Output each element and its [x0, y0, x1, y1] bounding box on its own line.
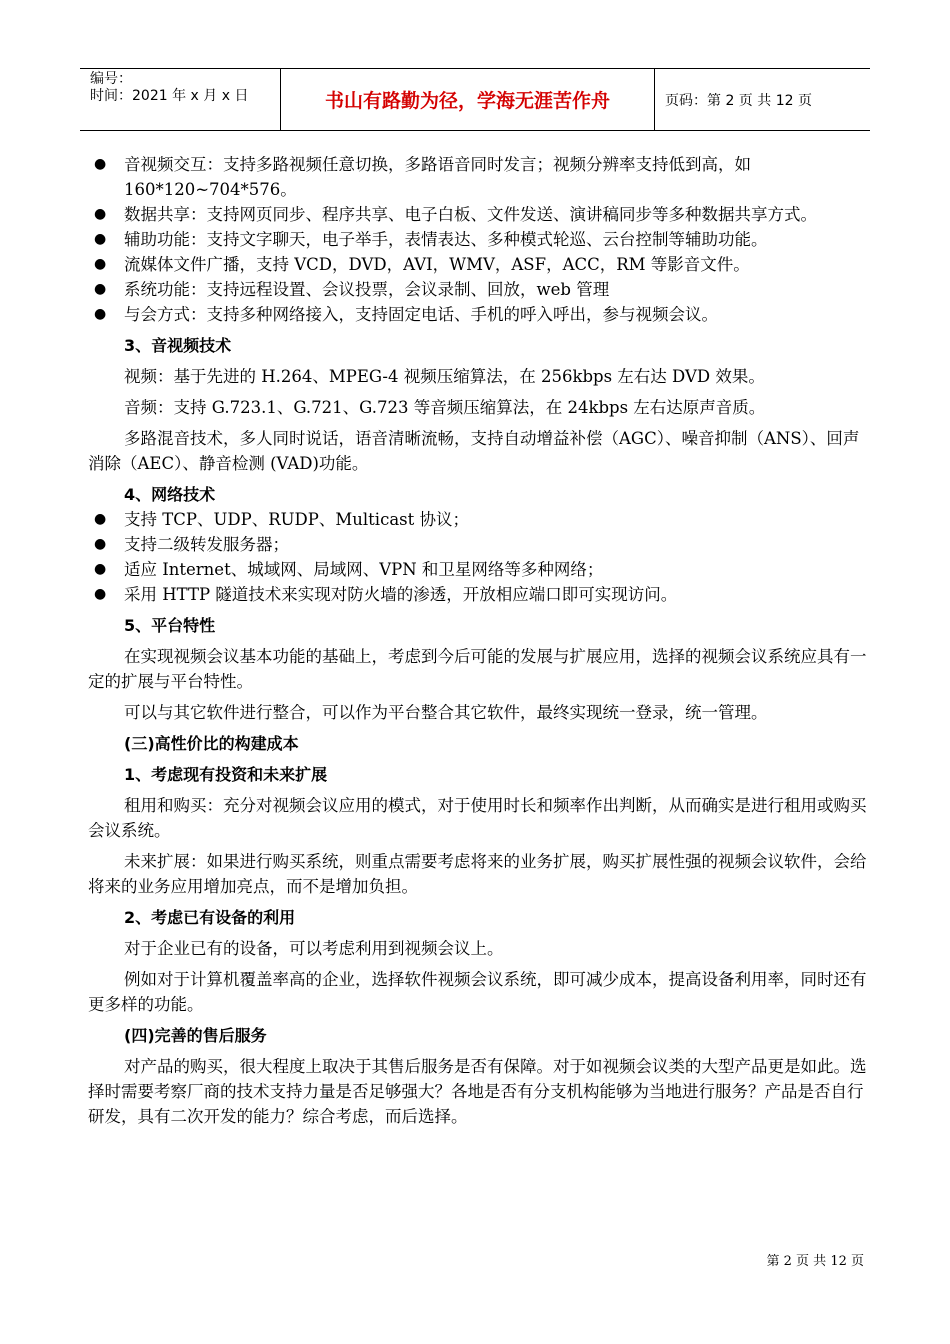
paragraph: 例如对于计算机覆盖率高的企业，选择软件视频会议系统，即可减少成本，提高设备利用率，同时还有更多样的功能。 [88, 970, 867, 1014]
bullet-icon: ● [94, 206, 107, 222]
paragraph: 租用和购买：充分对视频会议应用的模式，对于使用时长和频率作出判断，从而确实是进行租用或购买会议系统。 [88, 796, 867, 840]
bullet-icon: ● [94, 561, 107, 577]
list-item: ● 数据共享：支持网页同步、程序共享、电子白板、文件发送、演讲稿同步等多种数据共享方式。 [88, 202, 868, 227]
header-motto: 书山有路勤为径，学海无涯苦作舟 [281, 69, 655, 130]
list-item: ● 流媒体文件广播，支持 VCD，DVD，AVI，WMV，ASF，ACC，RM 等影音文件。 [88, 252, 868, 277]
bullet-icon: ● [94, 256, 107, 272]
page-footer: 第 2 页 共 12 页 [766, 1254, 864, 1269]
bullet-icon: ● [94, 536, 107, 552]
list-item: ● 辅助功能：支持文字聊天，电子举手，表情表达、多种模式轮巡、云台控制等辅助功能。 [88, 227, 868, 252]
page-header [80, 68, 870, 131]
number-label: 编号： [90, 71, 132, 87]
paragraph: 视频：基于先进的 H.264、MPEG-4 视频压缩算法，在 256kbps 左右达 DVD 效果。 [124, 367, 765, 386]
section-heading: 4、网络技术 [124, 485, 216, 504]
list-item: ● 支持 TCP、UDP、RUDP、Multicast 协议； [88, 507, 868, 532]
header-meta [80, 69, 281, 130]
paragraph: 多路混音技术，多人同时说话，语音清晰流畅，支持自动增益补偿（AGC）、噪音抑制（ANS）、回声消除（AEC）、静音检测 (VAD)功能。 [88, 429, 860, 473]
part-heading: (三)高性价比的构建成本 [124, 734, 299, 753]
list-item: ● 支持二级转发服务器； [88, 532, 868, 557]
section-heading: 1、考虑现有投资和未来扩展 [124, 765, 328, 784]
bullet-icon: ● [94, 156, 107, 172]
bullet-icon: ● [94, 231, 107, 247]
paragraph: 对产品的购买，很大程度上取决于其售后服务是否有保障。对于如视频会议类的大型产品更是如此。选择时需要考察厂商的技术支持力量是否足够强大？各地是否有分支机构能够为当地进行服务？产品是否自行研发，具有二次开发的能力？综合考虑，而后选择。 [88, 1057, 867, 1126]
bullet-icon: ● [94, 586, 107, 602]
list-item: ● 音视频交互：支持多路视频任意切换，多路语音同时发言；视频分辨率支持低到高，如160*120~704*576。 [88, 152, 868, 202]
paragraph: 对于企业已有的设备，可以考虑利用到视频会议上。 [124, 939, 504, 958]
part-heading: (四)完善的售后服务 [124, 1026, 267, 1045]
header-page-info: 页码：第 2 页 共 12 页 [665, 92, 812, 109]
paragraph: 未来扩展：如果进行购买系统，则重点需要考虑将来的业务扩展，购买扩展性强的视频会议软件，会给将来的业务应用增加亮点，而不是增加负担。 [88, 852, 867, 896]
bullet-icon: ● [94, 511, 107, 527]
list-item: ● 系统功能：支持远程设置、会议投票，会议录制、回放，web 管理 [88, 277, 868, 302]
time-label: 时间：2021 年 x 月 x 日 [90, 88, 249, 104]
paragraph: 可以与其它软件进行整合，可以作为平台整合其它软件，最终实现统一登录，统一管理。 [124, 703, 768, 722]
section-heading: 2、考虑已有设备的利用 [124, 908, 296, 927]
list-item: ● 适应 Internet、城域网、局域网、VPN 和卫星网络等多种网络； [88, 557, 868, 582]
document-body [88, 152, 868, 1129]
section-heading: 3、音视频技术 [124, 336, 232, 355]
section-heading: 5、平台特性 [124, 616, 216, 635]
bullet-icon: ● [94, 281, 107, 297]
list-item: ● 采用 HTTP 隧道技术来实现对防火墙的渗透，开放相应端口即可实现访问。 [88, 582, 868, 607]
paragraph: 音频：支持 G.723.1、G.721、G.723 等音频压缩算法，在 24kbps 左右达原声音质。 [124, 398, 766, 417]
bullet-icon: ● [94, 306, 107, 322]
list-item: ● 与会方式：支持多种网络接入，支持固定电话、手机的呼入呼出，参与视频会议。 [88, 302, 868, 327]
paragraph: 在实现视频会议基本功能的基础上，考虑到今后可能的发展与扩展应用，选择的视频会议系统应具有一定的扩展与平台特性。 [88, 647, 867, 691]
